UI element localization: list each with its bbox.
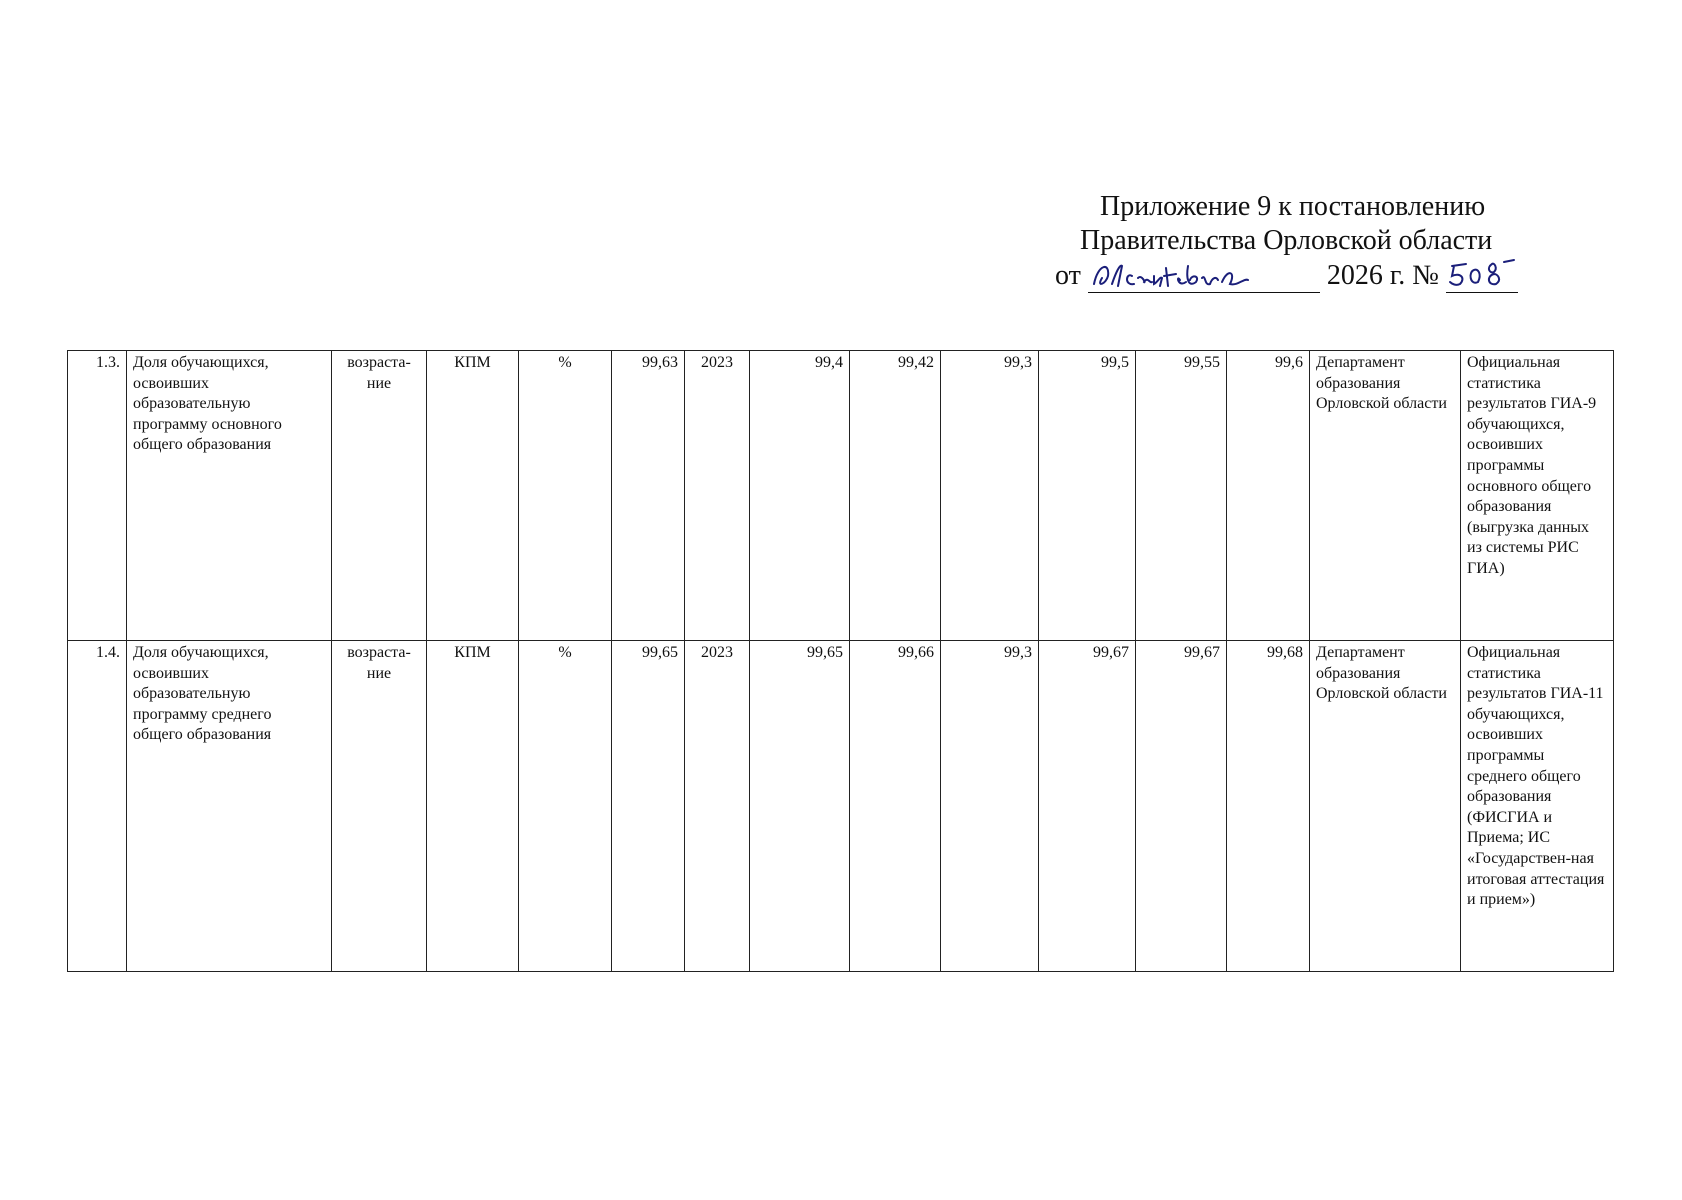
indicator-trend: возраста-ние [332, 641, 427, 972]
resolution-date-line [1000, 258, 1560, 293]
indicators-table [67, 350, 1614, 972]
target-value: 99,67 [1039, 641, 1136, 972]
indicator-level: КПМ [427, 641, 519, 972]
target-value: 99,6 [1227, 351, 1310, 641]
handwritten-number-signature [1446, 254, 1518, 294]
indicator-unit: % [519, 351, 612, 641]
target-value: 99,66 [850, 641, 941, 972]
document-header [1000, 190, 1560, 293]
handwritten-date [1088, 258, 1320, 293]
target-value: 99,65 [750, 641, 850, 972]
target-value: 99,68 [1227, 641, 1310, 972]
data-source: Официальная статистика результатов ГИА-9 обучающихся, освоивших программы основного общего образования (выгрузка данных из системы РИС ГИА) [1461, 351, 1614, 641]
target-value: 99,5 [1039, 351, 1136, 641]
target-value: 99,67 [1136, 641, 1227, 972]
row-number: 1.3. [68, 351, 127, 641]
indicator-trend: возраста-ние [332, 351, 427, 641]
target-value: 99,3 [941, 351, 1039, 641]
row-number: 1.4. [68, 641, 127, 972]
responsible-body: Департамент образования Орловской области [1310, 641, 1461, 972]
target-value: 99,55 [1136, 351, 1227, 641]
responsible-body: Департамент образования Орловской области [1310, 351, 1461, 641]
target-value: 99,42 [850, 351, 941, 641]
base-year: 2023 [685, 641, 750, 972]
handwritten-number [1446, 258, 1518, 293]
indicator-unit: % [519, 641, 612, 972]
base-value: 99,63 [612, 351, 685, 641]
indicator-name: Доля обучающихся, освоивших образовательную программу основного общего образования [127, 351, 332, 641]
indicator-level: КПМ [427, 351, 519, 641]
base-year: 2023 [685, 351, 750, 641]
table-row [68, 641, 1614, 972]
handwritten-date-signature [1088, 254, 1320, 294]
data-source: Официальная статистика результатов ГИА-11 обучающихся, освоивших программы среднего общего образования (ФИСГИА и Приема; ИС «Государствен-ная итоговая аттестация и прием») [1461, 641, 1614, 972]
target-value: 99,4 [750, 351, 850, 641]
date-prefix: от [1055, 260, 1081, 291]
table-row [68, 351, 1614, 641]
appendix-title: Приложение 9 к постановлению [1100, 191, 1486, 222]
target-value: 99,3 [941, 641, 1039, 972]
base-value: 99,65 [612, 641, 685, 972]
government-name: Правительства Орловской области [1080, 225, 1493, 256]
year-number-label: 2026 г. № [1326, 260, 1439, 291]
indicator-name: Доля обучающихся, освоивших образовательную программу среднего общего образования [127, 641, 332, 972]
